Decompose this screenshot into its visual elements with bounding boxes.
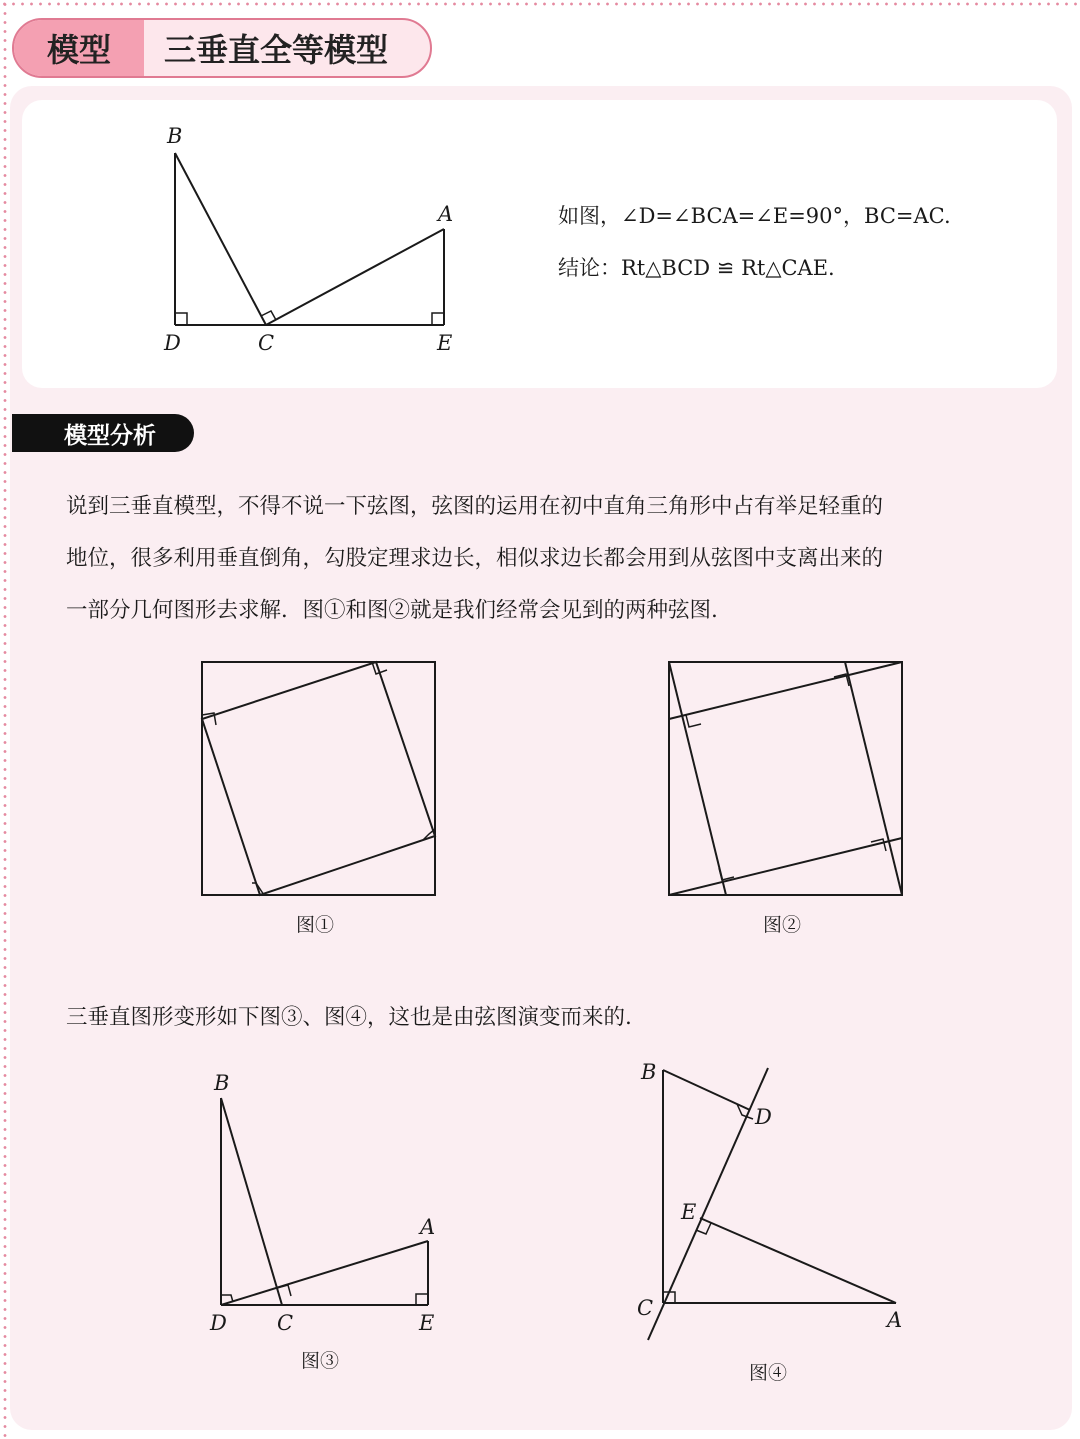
figure-3-diagram: [221, 1098, 428, 1305]
fig4-label-c: C: [637, 1296, 654, 1320]
section-heading-analysis: 模型分析: [12, 414, 194, 452]
analysis-paragraph-line-4: 三垂直图形变形如下图③、图④，这也是由弦图演变而来的.: [66, 1005, 632, 1030]
model-label-d: D: [164, 331, 181, 355]
fig3-label-a: A: [420, 1215, 436, 1239]
figure-1-caption: 图①: [296, 914, 335, 936]
fig3-label-b: B: [214, 1071, 230, 1095]
model-label-a: A: [438, 202, 454, 226]
model-conclusion-text: 结论：Rt△BCD ≌ Rt△CAE.: [558, 256, 835, 280]
header-title: 三垂直全等模型: [164, 31, 389, 69]
fig3-label-d: D: [210, 1311, 227, 1335]
figure-1-diagram: [202, 662, 435, 895]
fig4-label-b: B: [641, 1060, 657, 1084]
figure-4-caption: 图④: [749, 1362, 788, 1384]
fig4-label-d: D: [755, 1105, 772, 1129]
fig3-label-e: E: [419, 1311, 435, 1335]
model-given-text: 如图，∠D=∠BCA=∠E=90°，BC=AC.: [558, 204, 951, 228]
model-label-b: B: [167, 124, 183, 148]
figure-3-caption: 图③: [301, 1350, 340, 1372]
analysis-paragraph-line-3: 一部分几何图形去求解．图①和图②就是我们经常会见到的两种弦图.: [66, 598, 718, 623]
model-diagram: [175, 153, 444, 325]
model-label-e: E: [437, 331, 453, 355]
fig4-label-e: E: [681, 1200, 697, 1224]
fig3-label-c: C: [277, 1311, 294, 1335]
model-label-c: C: [258, 331, 275, 355]
fig4-label-a: A: [887, 1308, 903, 1332]
analysis-paragraph-line-2: 地位，很多利用垂直倒角，勾股定理求边长，相似求边长都会用到从弦图中支离出来的: [66, 546, 884, 571]
analysis-paragraph-line-1: 说到三垂直模型，不得不说一下弦图，弦图的运用在初中直角三角形中占有举足轻重的: [66, 494, 884, 519]
figure-2-caption: 图②: [763, 914, 802, 936]
figure-2-diagram: [669, 662, 902, 895]
header-tag: 模型: [14, 20, 144, 76]
